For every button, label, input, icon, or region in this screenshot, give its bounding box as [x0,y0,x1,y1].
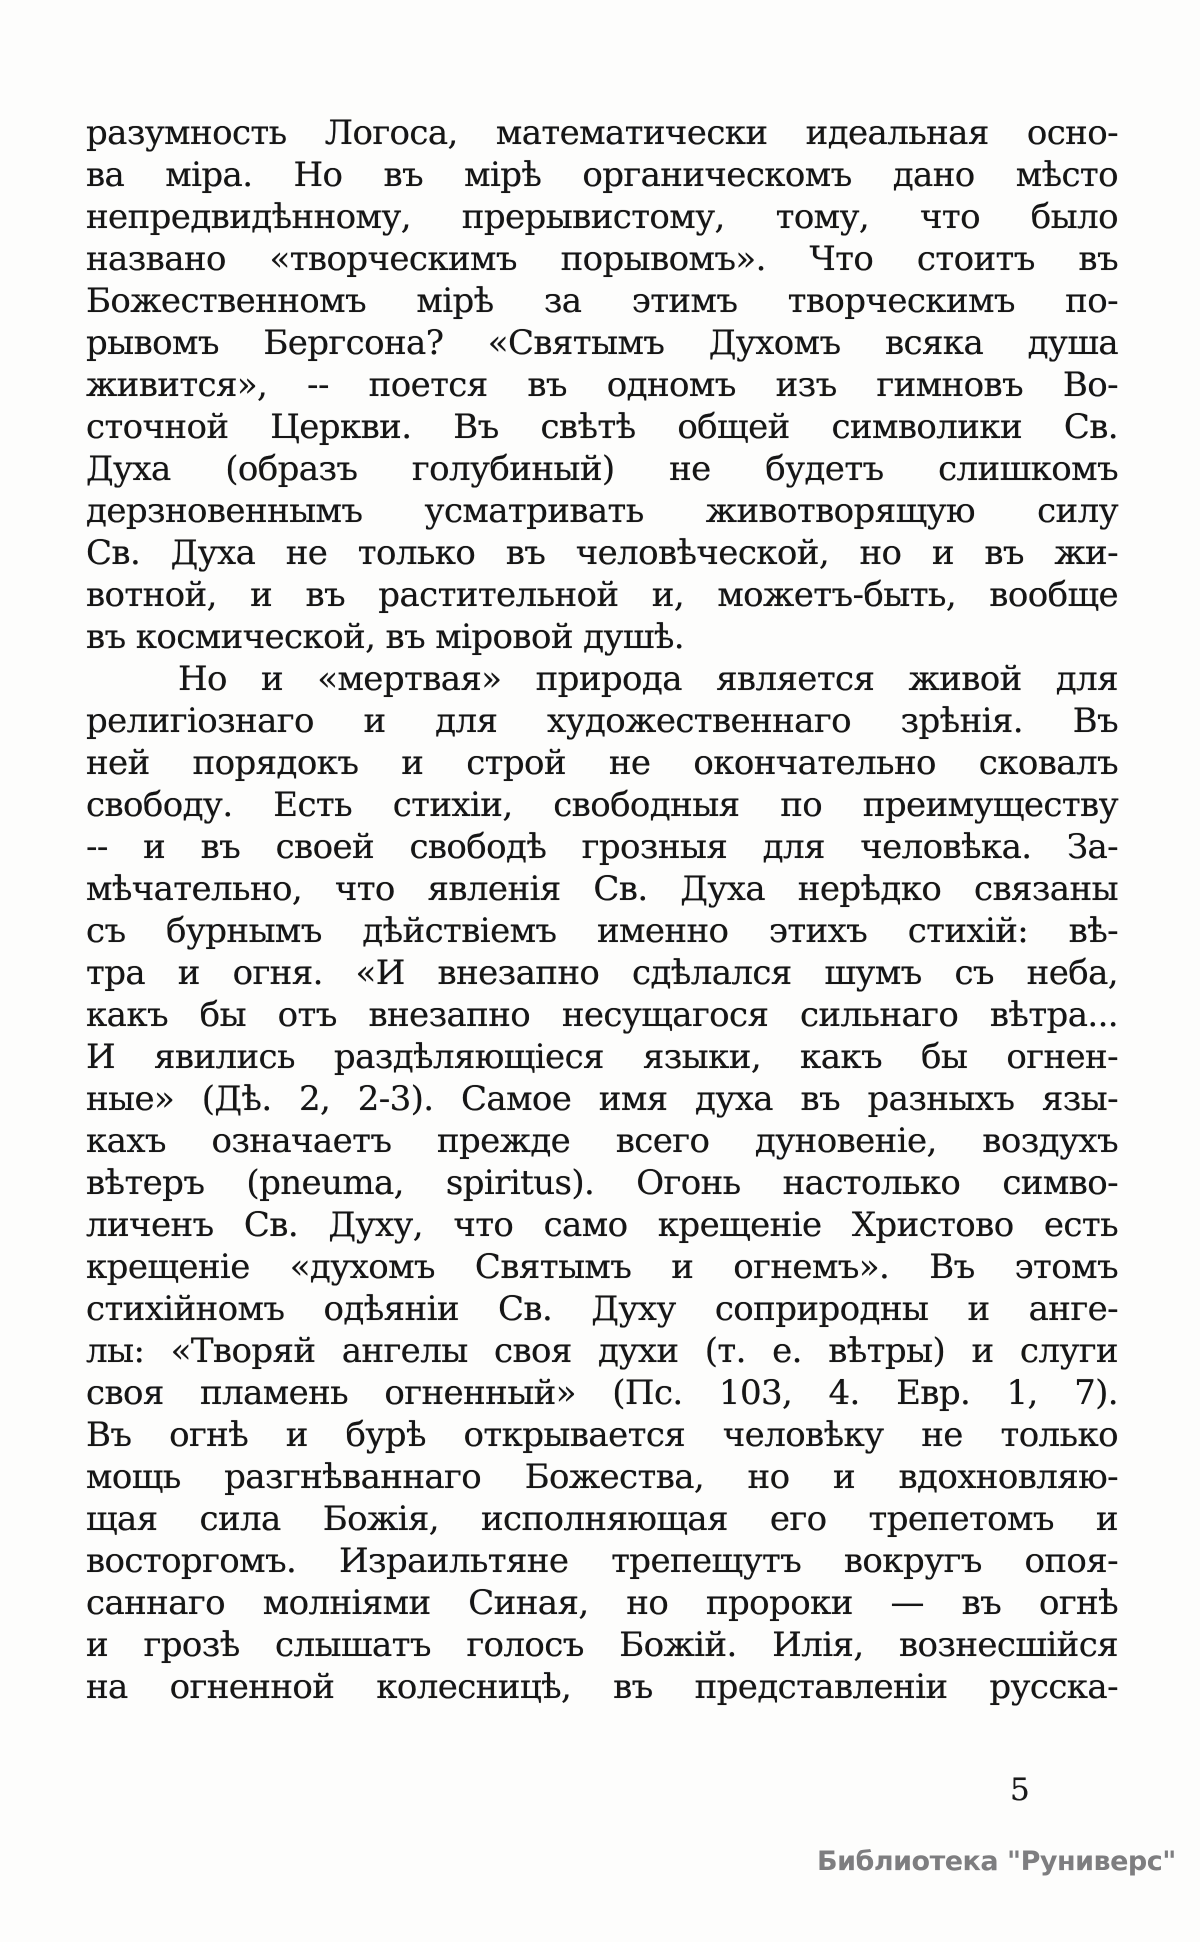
text-line: религіознаго и для художественнаго зрѣнія. Въ [86,701,1118,741]
text-line: въ космической, въ міровой душѣ. [86,617,684,657]
text-line: крещеніе «духомъ Святымъ и огнемъ». Въ этомъ [86,1247,1118,1287]
text-line: и грозѣ слышатъ голосъ Божій. Илія, вознесшійся [86,1625,1118,1665]
text-line: какъ бы отъ внезапно несущагося сильнаго вѣтра... [86,995,1118,1035]
text-line: на огненной колесницѣ, въ представленіи русска- [86,1667,1118,1707]
text-line: живится», -- поется въ одномъ изъ гимновъ Во- [86,365,1118,405]
text-line: лы: «Творяй ангелы своя духи (т. е. вѣтры) и слуги [86,1331,1118,1371]
text-line: вѣтеръ (pneuma, spiritus). Огонь настолько симво- [86,1163,1118,1203]
text-line: рывомъ Бергсона? «Святымъ Духомъ всяка душа [86,323,1118,363]
text-line: -- и въ своей свободѣ грозныя для человѣка. За- [86,827,1118,867]
text-line: тра и огня. «И внезапно сдѣлался шумъ съ неба, [86,953,1118,993]
text-line: сточной Церкви. Въ свѣтѣ общей символики Св. [86,407,1118,447]
text-line: стихійномъ одѣяніи Св. Духу соприродны и анге- [86,1289,1118,1329]
text-line: ней порядокъ и строй не окончательно сковалъ [86,743,1118,783]
text-line: кахъ означаетъ прежде всего дуновеніе, воздухъ [86,1121,1118,1161]
text-line: дерзновеннымъ усматривать животворящую силу [86,491,1118,531]
paragraph [86,112,1118,658]
text-line: мѣчательно, что явленія Св. Духа нерѣдко связаны [86,869,1118,909]
text-line: вотной, и въ растительной и, можетъ-быть, вообще [86,575,1118,615]
text-line: непредвидѣнному, прерывистому, тому, что было [86,197,1118,237]
text-block [86,112,1118,1708]
text-line: мощь разгнѣваннаго Божества, но и вдохновляю- [86,1457,1118,1497]
text-line: своя пламень огненный» (Пс. 103, 4. Евр. 1, 7). [86,1373,1118,1413]
text-line: восторгомъ. Израильтяне трепещутъ вокругъ опоя- [86,1541,1118,1581]
library-watermark: Библиотека "Руниверс" [817,1846,1176,1877]
page-number: 5 [1010,1772,1030,1808]
text-line: щая сила Божія, исполняющая его трепетомъ и [86,1499,1118,1539]
text-line: Въ огнѣ и бурѣ открывается человѣку не только [86,1415,1118,1455]
text-line: Но и «мертвая» природа является живой для [178,659,1118,699]
text-line: Св. Духа не только въ человѣческой, но и въ жи- [86,533,1118,573]
text-line: съ бурнымъ дѣйствіемъ именно этихъ стихій: вѣ- [86,911,1118,951]
text-line: И явились раздѣляющіеся языки, какъ бы огнен- [86,1037,1118,1077]
text-line: свободу. Есть стихіи, свободныя по преимуществу [86,785,1118,825]
text-line: саннаго молніями Синая, но пророки — въ огнѣ [86,1583,1118,1623]
paragraph [86,658,1118,1708]
text-line: личенъ Св. Духу, что само крещеніе Христово есть [86,1205,1118,1245]
text-line: Божественномъ мірѣ за этимъ творческимъ по- [86,281,1118,321]
text-line: Духа (образъ голубиный) не будетъ слишкомъ [86,449,1118,489]
text-line: ва міра. Но въ мірѣ органическомъ дано мѣсто [86,155,1118,195]
text-line: ные» (Дѣ. 2, 2-3). Самое имя духа въ разныхъ язы- [86,1079,1118,1119]
text-line: разумность Логоса, математически идеальная осно- [86,113,1118,153]
text-line: названо «творческимъ порывомъ». Что стоитъ въ [86,239,1118,279]
